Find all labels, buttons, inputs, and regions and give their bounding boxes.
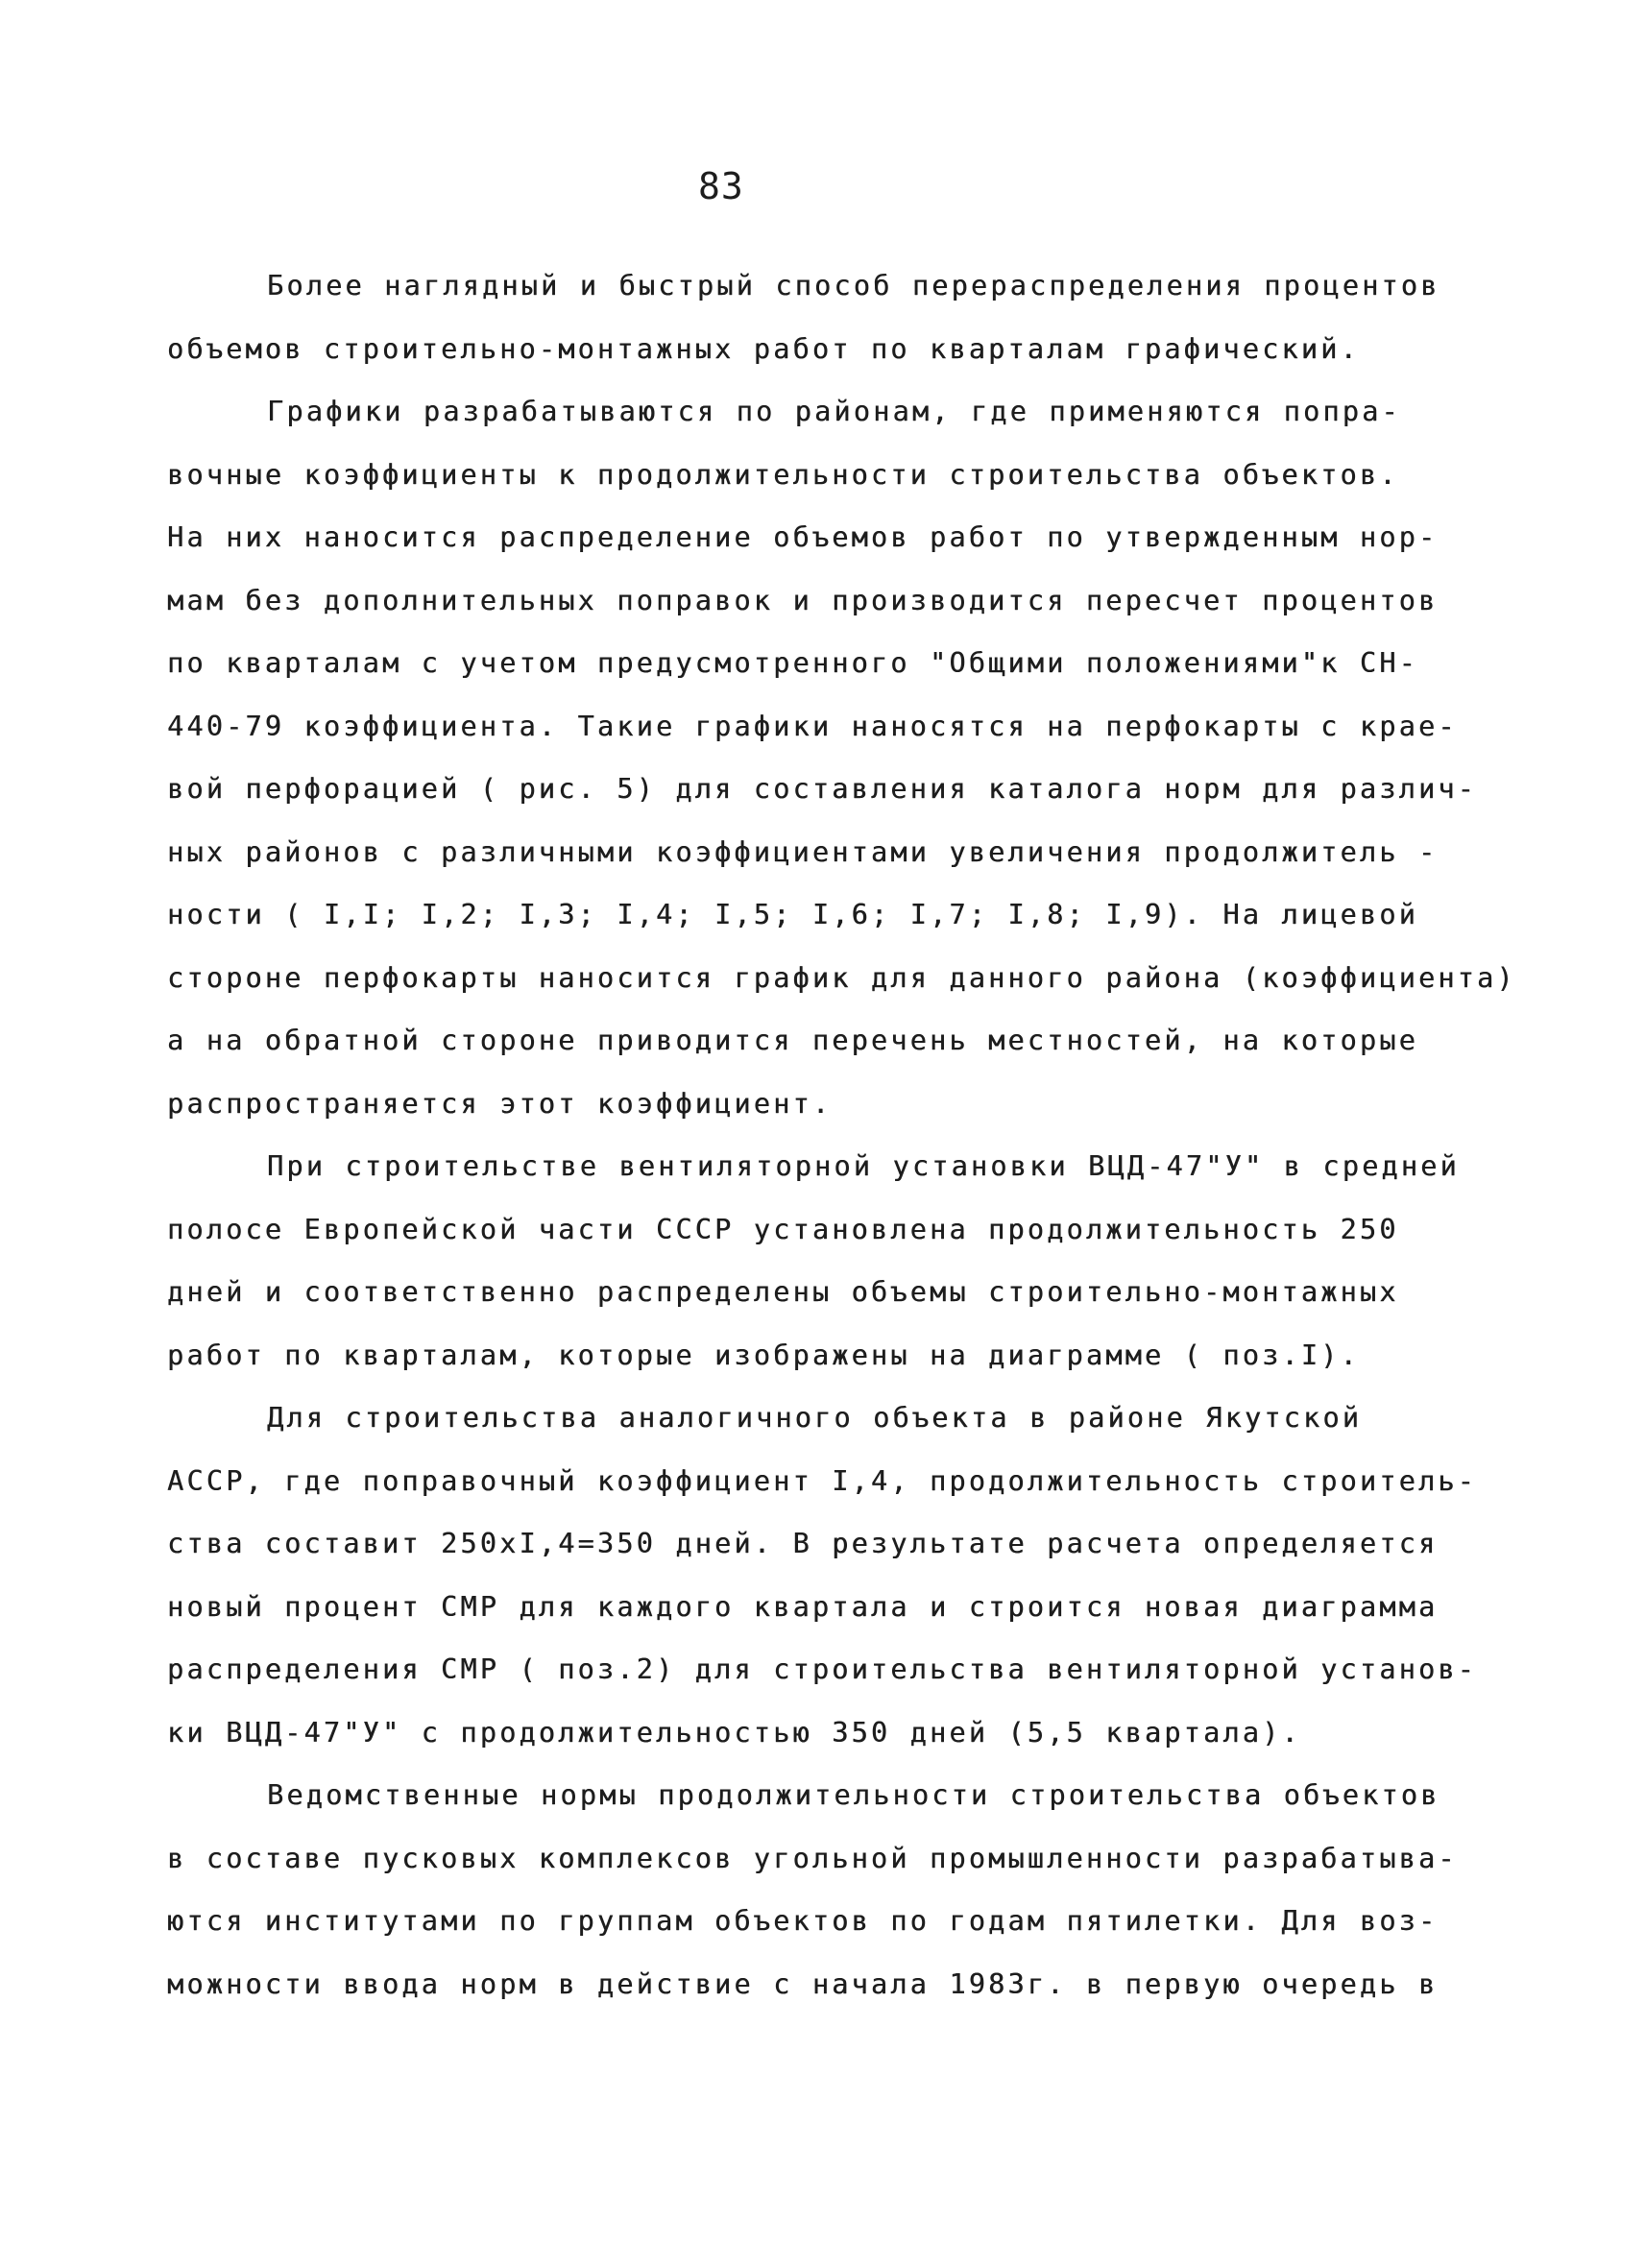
text-line: ности ( I,I; I,2; I,3; I,4; I,5; I,6; I,7; I,8; I,9). На лицевой: [167, 899, 1418, 930]
text-line: полосе Европейской части СССР установлена продолжительность 250: [167, 1213, 1399, 1245]
text-line: вочные коэффициенты к продолжительности строительства объектов.: [167, 458, 1399, 491]
text-line: вой перфорацией ( рис. 5) для составления каталога норм для различ-: [167, 773, 1478, 805]
text-line: При строительстве вентиляторной установки ВЦД-47"У" в средней: [267, 1150, 1460, 1182]
text-line: можности ввода норм в действие с начала 1983г. в первую очередь в: [167, 1967, 1439, 2000]
text-line: На них наносится распределение объемов работ по утвержденным нор-: [167, 521, 1439, 553]
text-line: Более наглядный и быстрый способ перераспределения процентов: [267, 270, 1440, 302]
text-line: ства составит 250хI,4=350 дней. В результате расчета определяется: [167, 1528, 1439, 1559]
text-line: дней и соответственно распределены объемы строительно-монтажных: [167, 1276, 1399, 1308]
text-line: работ по кварталам, которые изображены на диаграмме ( поз.I).: [167, 1339, 1360, 1371]
text-line: АССР, где поправочный коэффициент I,4, продолжительность строитель-: [167, 1464, 1478, 1497]
text-line: в составе пусковых комплексов угольной промышленности разрабатыва-: [167, 1842, 1458, 1874]
page-number: 83: [698, 165, 744, 207]
body-text: [167, 254, 1516, 2015]
text-line: Для строительства аналогичного объекта в районе Якутской: [267, 1402, 1363, 1434]
text-line: новый процент СМР для каждого квартала и строится новая диаграмма: [167, 1590, 1439, 1623]
text-line: по кварталам с учетом предусмотренного "Общими положениями"к СН-: [167, 647, 1418, 679]
text-line: ются институтами по группам объектов по годам пятилетки. Для воз-: [167, 1905, 1439, 1937]
text-line: Ведомственные нормы продолжительности строительства объектов: [267, 1779, 1440, 1811]
text-line: распределения СМР ( поз.2) для строительства вентиляторной установ-: [167, 1653, 1478, 1685]
text-line: ки ВЦД-47"У" с продолжительностью 350 дней (5,5 квартала).: [167, 1716, 1301, 1749]
text-line: Графики разрабатываются по районам, где применяются попра-: [267, 396, 1401, 427]
text-line: стороне перфокарты наносится график для данного района (коэффициента): [167, 961, 1516, 994]
text-line: 440-79 коэффициента. Такие графики наносятся на перфокарты с крае-: [167, 710, 1458, 742]
text-line: распространяется этот коэффициент.: [167, 1087, 833, 1120]
text-line: мам без дополнительных поправок и производится пересчет процентов: [167, 584, 1439, 616]
text-line: объемов строительно-монтажных работ по кварталам графический.: [167, 332, 1360, 365]
text-line: ных районов с различными коэффициентами увеличения продолжитель -: [167, 835, 1439, 868]
text-line: а на обратной стороне приводится перечень местностей, на которые: [167, 1025, 1418, 1056]
